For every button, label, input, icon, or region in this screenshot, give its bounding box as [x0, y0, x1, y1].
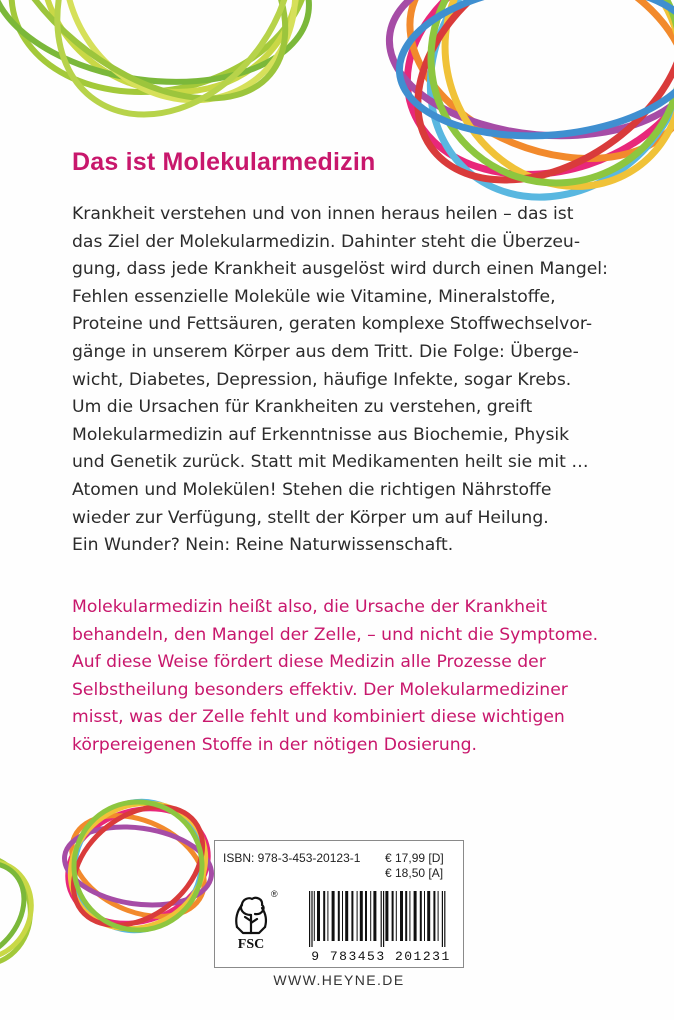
barcode-bar — [385, 891, 388, 941]
ribbon-sphere-rainbow-bottom — [58, 786, 218, 946]
text-line: und Genetik zurück. Statt mit Medikamenten heilt sie mit … — [72, 452, 589, 473]
text-line: misst, was der Zelle fehlt und kombiniert diese wichtigen — [72, 707, 565, 728]
barcode-bar — [409, 891, 410, 941]
text-line: Krankheit verstehen und von innen heraus heilen – das ist — [72, 204, 574, 224]
text-line: gung, dass jede Krankheit ausgelöst wird durch einen Mangel: — [72, 259, 608, 280]
barcode-bar — [373, 891, 376, 941]
page-title: Das ist Molekularmedizin — [72, 148, 376, 176]
barcode-bar — [427, 891, 430, 941]
barcode-bar — [314, 891, 315, 941]
barcode-bar — [392, 891, 394, 941]
barcode-bar — [442, 891, 443, 947]
barcode-bar — [365, 891, 367, 941]
barcode-bar — [424, 891, 425, 941]
barcode-bar — [444, 891, 445, 947]
text-line: Molekularmedizin auf Erkenntnisse aus Biochemie, Physik — [72, 424, 570, 445]
barcode-bars — [307, 891, 455, 947]
ribbon-sphere-green-top — [0, 0, 330, 130]
barcode-bar — [414, 891, 417, 941]
barcode-bar — [311, 891, 312, 947]
barcode-bar — [317, 891, 320, 941]
barcode-bar — [370, 891, 371, 941]
text-line: das Ziel der Molekularmedizin. Dahinter steht die Überzeu- — [72, 231, 581, 252]
text-line: Um die Ursachen für Krankheiten zu verstehen, greift — [72, 397, 533, 418]
barcode-bar — [420, 891, 422, 941]
barcode-bar — [360, 891, 363, 941]
barcode-bar — [342, 891, 343, 941]
barcode-bar — [327, 891, 328, 941]
barcode-bar — [323, 891, 325, 941]
text-line: Auf diese Weise fördert diese Medizin alle Prozesse der — [72, 652, 546, 673]
barcode-digits: 9 783453 201231 — [311, 949, 451, 964]
barcode — [307, 891, 455, 963]
ribbon-sphere-green-bottom — [0, 850, 40, 970]
barcode-bar — [351, 891, 353, 941]
text-line: Molekularmedizin heißt also, die Ursache der Krankheit — [72, 597, 548, 617]
description-paragraph — [72, 201, 612, 560]
price-at: € 18,50 [A] — [385, 866, 444, 880]
text-line: Selbstheilung besonders effektiv. Der Molekularmediziner — [72, 679, 568, 700]
barcode-bar — [332, 891, 335, 941]
text-line: Proteine und Fettsäuren, geraten komplexe Stoffwechselvor- — [72, 314, 593, 335]
text-line: Ein Wunder? Nein: Reine Naturwissenschaft. — [72, 535, 454, 556]
fsc-label: FSC — [237, 937, 265, 952]
text-line: Atomen und Molekülen! Stehen die richtigen Nährstoffe — [72, 479, 552, 500]
text-line: wicht, Diabetes, Depression, häufige Infekte, sogar Krebs. — [72, 369, 572, 390]
text-line: behandeln, den Mangel der Zelle, – und nicht die Symptome. — [72, 624, 599, 645]
fsc-logo — [225, 889, 278, 959]
barcode-bar — [396, 891, 397, 941]
text-line: wieder zur Verfügung, stellt der Körper um auf Heilung. — [72, 507, 549, 528]
barcode-bar — [433, 891, 435, 941]
barcode-bar — [357, 891, 358, 941]
barcode-bar — [309, 891, 310, 947]
barcode-bar — [405, 891, 407, 941]
prices — [385, 851, 444, 881]
fsc-tree-icon — [225, 893, 277, 937]
barcode-bar — [381, 891, 382, 947]
publisher-website: WWW.HEYNE.DE — [273, 972, 405, 988]
barcode-bar — [438, 891, 439, 941]
price-de: € 17,99 [D] — [385, 851, 444, 865]
text-line: körpereigenen Stoffe in der nötigen Dosierung. — [72, 734, 477, 755]
highlight-paragraph — [72, 594, 612, 760]
barcode-bar — [338, 891, 340, 941]
barcode-bar — [345, 891, 348, 941]
isbn-price-box — [214, 840, 464, 968]
text-line: gänge in unserem Körper aus dem Tritt. Die Folge: Überge- — [72, 341, 579, 362]
text-line: Fehlen essenzielle Moleküle wie Vitamine, Mineralstoffe, — [72, 286, 556, 307]
isbn: ISBN: 978-3-453-20123-1 — [223, 851, 361, 865]
registered-mark: ® — [271, 889, 278, 899]
barcode-bar — [383, 891, 384, 947]
ribbon-sphere-rainbow-top — [384, 0, 674, 200]
barcode-bar — [400, 891, 403, 941]
